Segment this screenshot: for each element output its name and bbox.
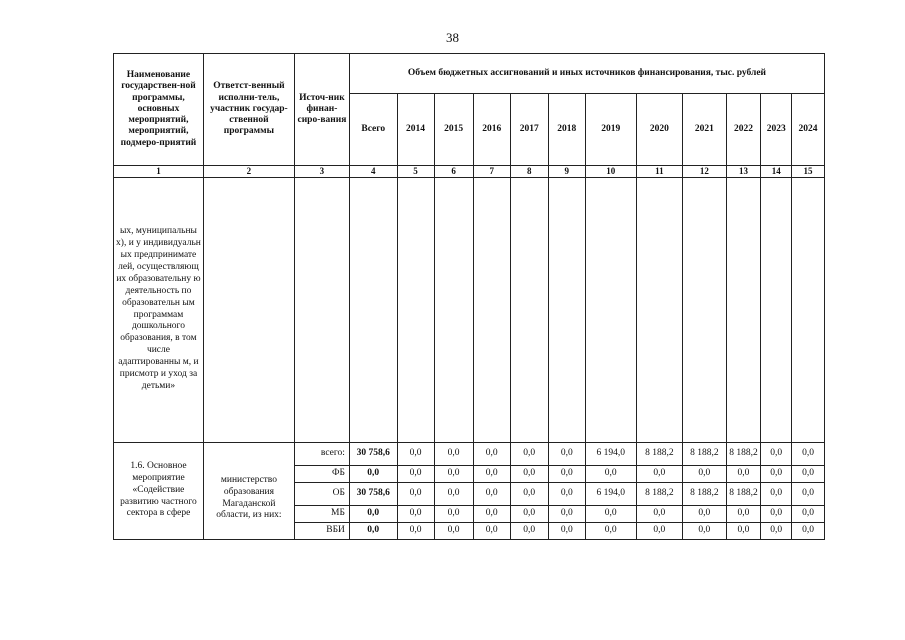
header-volume: Объем бюджетных ассигнований и иных источников финансирования, тыс. рублей: [349, 54, 824, 94]
header-name: Наименование государствен-ной программы, основных мероприятий, мероприятий, подмеро-приятий: [114, 54, 204, 166]
source-cell: всего:: [294, 442, 349, 465]
value-cell: 0,0: [473, 505, 510, 522]
value-cell: 0,0: [397, 442, 434, 465]
value-cell: 0,0: [397, 482, 434, 505]
value-cell: 0,0: [397, 505, 434, 522]
value-cell: 8 188,2: [683, 442, 726, 465]
total-cell: 0,0: [349, 505, 397, 522]
header-source: Источ-ник финан-сиро-вания: [294, 54, 349, 166]
header-year: 2016: [473, 94, 510, 166]
table-row: [114, 442, 825, 465]
header-year: 2017: [510, 94, 548, 166]
value-cell: 0,0: [761, 522, 792, 539]
column-number: 13: [726, 166, 761, 178]
column-number: 11: [636, 166, 683, 178]
header-year: 2015: [434, 94, 473, 166]
total-cell: 0,0: [349, 465, 397, 482]
budget-table: [113, 53, 825, 540]
value-cell: 0,0: [761, 465, 792, 482]
column-number: 2: [203, 166, 294, 178]
value-cell: 0,0: [434, 465, 473, 482]
value-cell: 0,0: [585, 505, 636, 522]
total-cell: 30 758,6: [349, 482, 397, 505]
item-name: 1.6. Основное мероприятие «Содействие развитию частного сектора в сфере: [114, 442, 204, 539]
value-cell: 6 194,0: [585, 482, 636, 505]
value-cell: 8 188,2: [683, 482, 726, 505]
value-cell: 0,0: [548, 465, 585, 482]
value-cell: 0,0: [473, 522, 510, 539]
column-number-row: [114, 166, 825, 178]
column-number: 1: [114, 166, 204, 178]
column-number: 4: [349, 166, 397, 178]
value-cell: 0,0: [792, 482, 825, 505]
column-number: 8: [510, 166, 548, 178]
header-year: 2018: [548, 94, 585, 166]
header-year: 2014: [397, 94, 434, 166]
value-cell: 0,0: [792, 442, 825, 465]
column-number: 3: [294, 166, 349, 178]
value-cell: 0,0: [510, 442, 548, 465]
value-cell: 6 194,0: [585, 442, 636, 465]
value-cell: 0,0: [473, 442, 510, 465]
continuation-text: ых, муниципальны х), и у индивидуальн ых предпринимате лей, осуществляющ их образовательну ю деятельность по образовательн ым программам дошкольного образования, в том числе адаптированны м, и присмотр и уход за детьми»: [114, 177, 204, 442]
value-cell: 0,0: [636, 505, 683, 522]
column-number: 5: [397, 166, 434, 178]
source-cell: ОБ: [294, 482, 349, 505]
column-number: 9: [548, 166, 585, 178]
header-total: Всего: [349, 94, 397, 166]
value-cell: 0,0: [473, 482, 510, 505]
value-cell: 0,0: [434, 505, 473, 522]
value-cell: 0,0: [636, 465, 683, 482]
value-cell: 0,0: [726, 465, 761, 482]
value-cell: 0,0: [792, 522, 825, 539]
value-cell: 0,0: [434, 522, 473, 539]
value-cell: 0,0: [510, 482, 548, 505]
value-cell: 0,0: [761, 482, 792, 505]
value-cell: 0,0: [434, 482, 473, 505]
page-number: 38: [446, 30, 459, 45]
value-cell: 0,0: [683, 465, 726, 482]
total-cell: 0,0: [349, 522, 397, 539]
header-year: 2023: [761, 94, 792, 166]
value-cell: 0,0: [510, 522, 548, 539]
value-cell: 0,0: [585, 522, 636, 539]
value-cell: 0,0: [792, 465, 825, 482]
column-number: 6: [434, 166, 473, 178]
column-number: 14: [761, 166, 792, 178]
header-year: 2021: [683, 94, 726, 166]
source-cell: ФБ: [294, 465, 349, 482]
item-executor: министерство образования Магаданской области, из них:: [203, 442, 294, 539]
value-cell: 0,0: [761, 442, 792, 465]
column-number: 12: [683, 166, 726, 178]
value-cell: 0,0: [473, 465, 510, 482]
column-number: 15: [792, 166, 825, 178]
continuation-row: [114, 177, 825, 442]
value-cell: 0,0: [510, 465, 548, 482]
total-cell: 30 758,6: [349, 442, 397, 465]
value-cell: 0,0: [585, 465, 636, 482]
value-cell: 0,0: [510, 505, 548, 522]
column-number: 7: [473, 166, 510, 178]
value-cell: 0,0: [683, 522, 726, 539]
header-year: 2019: [585, 94, 636, 166]
value-cell: 0,0: [726, 505, 761, 522]
value-cell: 0,0: [397, 522, 434, 539]
value-cell: 8 188,2: [726, 482, 761, 505]
source-cell: МБ: [294, 505, 349, 522]
value-cell: 0,0: [548, 482, 585, 505]
value-cell: 0,0: [761, 505, 792, 522]
header-year: 2022: [726, 94, 761, 166]
value-cell: 0,0: [726, 522, 761, 539]
value-cell: 0,0: [548, 505, 585, 522]
header-year: 2024: [792, 94, 825, 166]
header-year: 2020: [636, 94, 683, 166]
value-cell: 0,0: [636, 522, 683, 539]
source-cell: ВБИ: [294, 522, 349, 539]
value-cell: 8 188,2: [636, 442, 683, 465]
column-number: 10: [585, 166, 636, 178]
value-cell: 8 188,2: [726, 442, 761, 465]
value-cell: 0,0: [792, 505, 825, 522]
header-executor: Ответст-венный исполни-тель, участник государ-ственной программы: [203, 54, 294, 166]
value-cell: 0,0: [548, 522, 585, 539]
value-cell: 8 188,2: [636, 482, 683, 505]
value-cell: 0,0: [434, 442, 473, 465]
value-cell: 0,0: [683, 505, 726, 522]
value-cell: 0,0: [397, 465, 434, 482]
value-cell: 0,0: [548, 442, 585, 465]
